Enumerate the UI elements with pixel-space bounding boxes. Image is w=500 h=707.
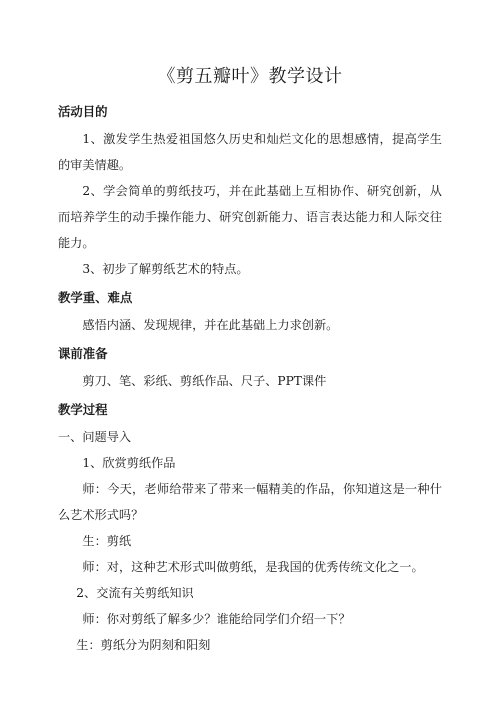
process-step-2: 2、交流有关剪纸知识 xyxy=(76,586,194,600)
goal-item-2: 2、学会简单的剪纸技巧，并在此基础上互相协作、研究创新，从而培养学生的动手操作能力、研究创新能力、语言表达能力和人际交往能力。 xyxy=(58,184,442,250)
goal-item-3: 3、初步了解剪纸艺术的特点。 xyxy=(82,262,249,276)
student-line-1: 生：剪纸 xyxy=(82,534,132,548)
teacher-line-3: 师：你对剪纸了解多少？谁能给同学们介绍一下？ xyxy=(82,612,351,626)
heading-key-points: 教学重、难点 xyxy=(58,290,133,305)
section-preparation xyxy=(58,344,442,394)
section-process xyxy=(58,400,442,658)
document-title: 《剪五瓣叶》教学设计 xyxy=(157,66,343,87)
section-key-points xyxy=(58,288,442,338)
goal-item-1: 1、激发学生热爱祖国悠久历史和灿烂文化的思想感情，提高学生的审美情趣。 xyxy=(58,132,442,172)
key-points-text: 感悟内涵、发现规律，并在此基础上力求创新。 xyxy=(82,318,339,332)
process-step-1: 1、欣赏剪纸作品 xyxy=(82,456,176,470)
heading-process: 教学过程 xyxy=(58,402,108,417)
heading-preparation: 课前准备 xyxy=(58,346,108,361)
preparation-text: 剪刀、笔、彩纸、剪纸作品、尺子、PPT课件 xyxy=(82,374,327,388)
student-line-2: 生：剪纸分为阴刻和阳刻 xyxy=(76,638,211,652)
section-goals xyxy=(58,102,442,282)
teacher-line-1: 师：今天，老师给带来了带来一幅精美的作品，你知道这是一种什么艺术形式吗？ xyxy=(58,482,442,522)
process-part-1: 一、问题导入 xyxy=(58,430,132,444)
teacher-line-2: 师：对，这种艺术形式叫做剪纸，是我国的优秀传统文化之一。 xyxy=(82,560,424,574)
heading-goals: 活动目的 xyxy=(58,104,108,119)
